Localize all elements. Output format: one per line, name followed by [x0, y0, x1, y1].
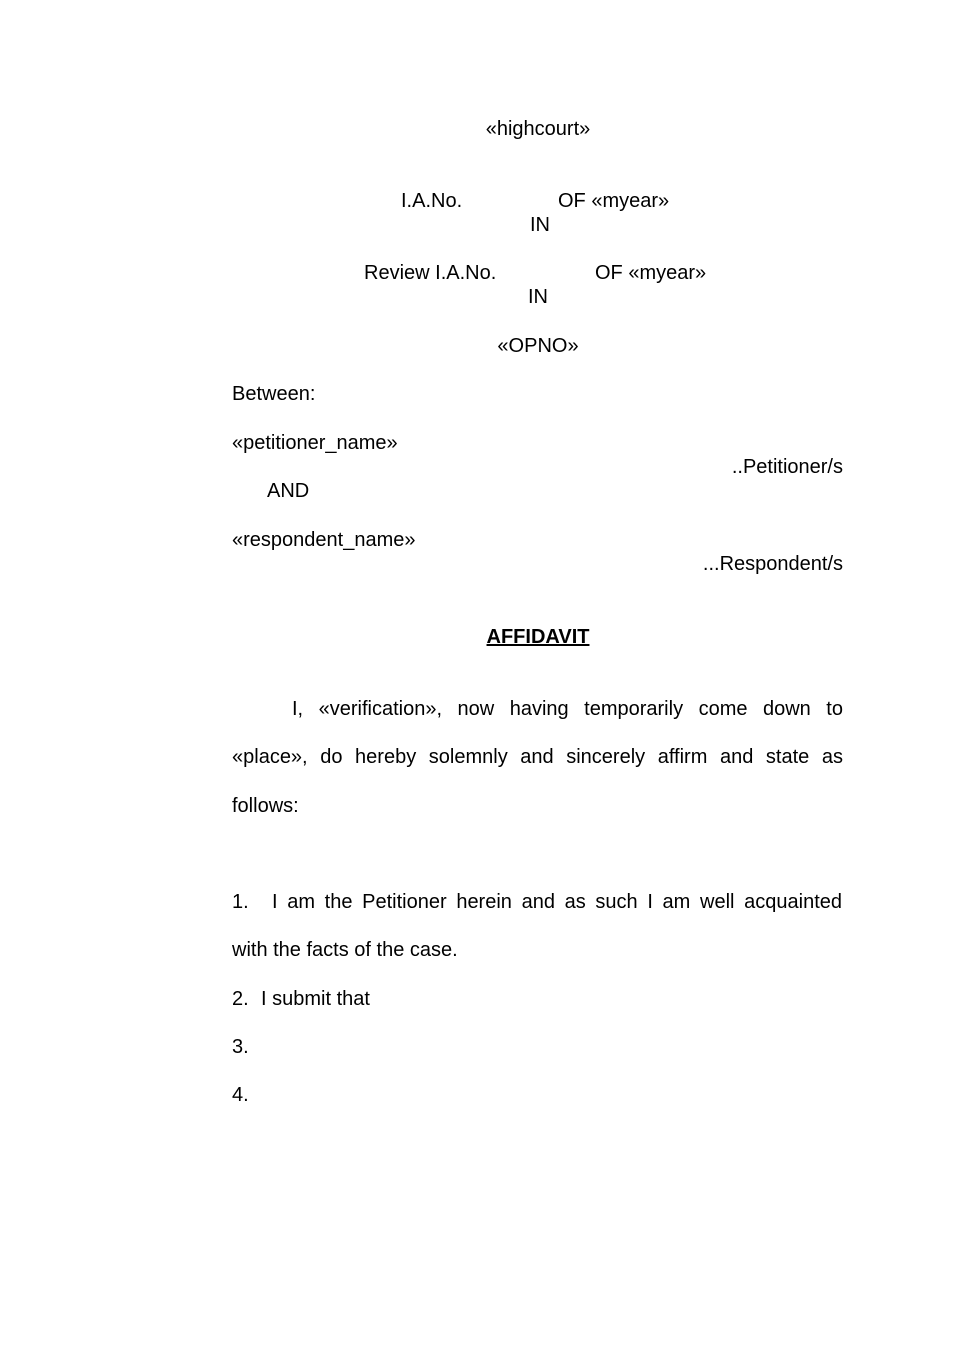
affidavit-title: AFFIDAVIT	[486, 626, 590, 648]
court-name: «highcourt»	[485, 118, 591, 140]
petitioner-role: ..Petitioner/s	[731, 456, 843, 478]
respondent-role: ...Respondent/s	[702, 553, 843, 575]
item-1-line-1: I am the Petitioner herein and as such I am well acquainted	[272, 891, 842, 913]
between-label: Between:	[232, 383, 316, 405]
petitioner-name: «petitioner_name»	[232, 432, 398, 454]
item-number-4: 4.	[232, 1084, 249, 1106]
in-separator-1: IN	[530, 214, 550, 236]
and-label: AND	[267, 480, 310, 502]
ia-number-label: I.A.No.	[401, 190, 463, 212]
ia-year: OF «myear»	[558, 190, 670, 212]
item-number-2: 2.	[232, 988, 249, 1010]
in-separator-2: IN	[528, 286, 548, 308]
item-number-3: 3.	[232, 1036, 249, 1058]
item-2-text: I submit that	[261, 988, 370, 1010]
review-ia-number-label: Review I.A.No.	[364, 262, 497, 284]
intro-line-1: I, «verification», now having temporarily come down to	[292, 698, 843, 720]
review-ia-year: OF «myear»	[595, 262, 707, 284]
intro-line-2: «place», do hereby solemnly and sincerely affirm and state as	[232, 746, 843, 768]
op-number: «OPNO»	[497, 335, 579, 357]
respondent-name: «respondent_name»	[232, 529, 416, 551]
item-1-line-2: with the facts of the case.	[232, 939, 458, 961]
intro-line-3: follows:	[232, 795, 299, 817]
item-number-1: 1.	[232, 891, 249, 913]
